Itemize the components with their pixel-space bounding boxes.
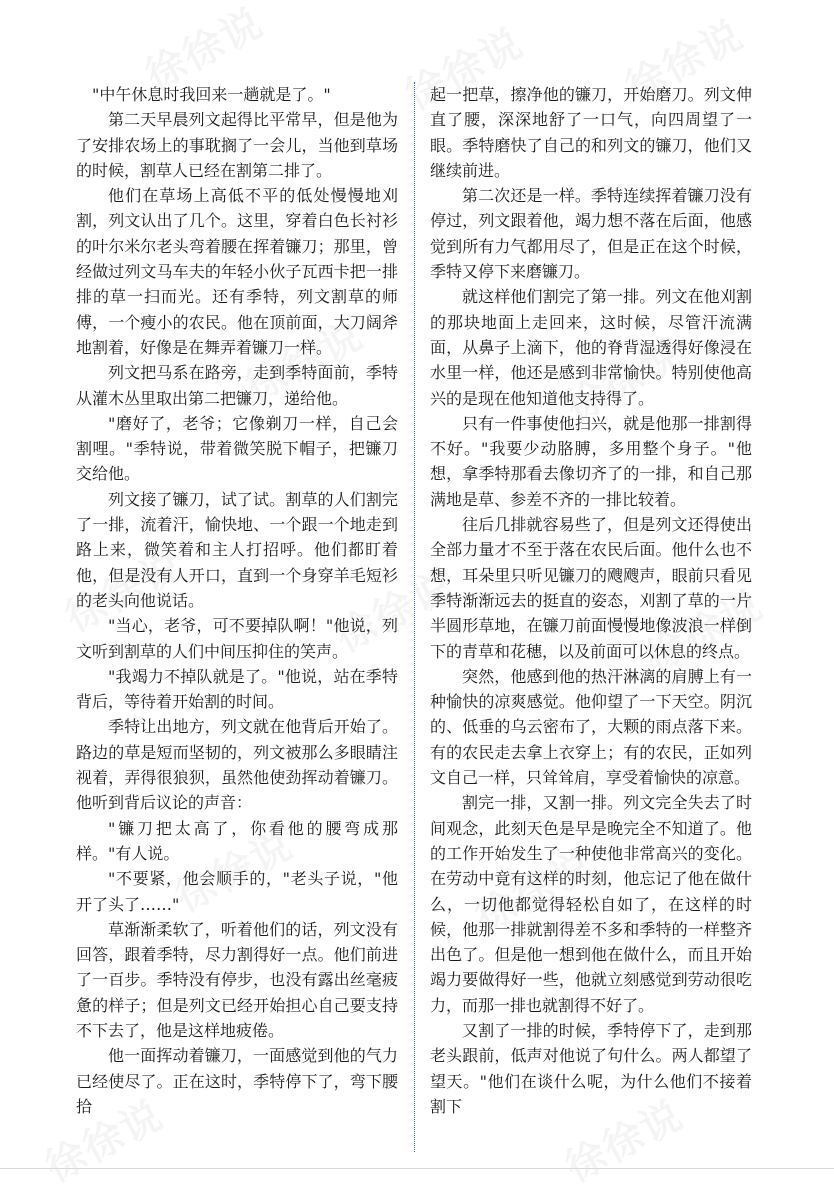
paragraph: "镰刀把太高了，你看他的腰弯成那样。"有人说。 <box>76 818 398 863</box>
paragraph: 第二天早晨列文起得比平常早，但是他为了安排农场上的事耽搁了一会儿，当他到草场的时候，割草人已经在割第二排了。 <box>76 110 398 180</box>
paragraph: 割完一排，又割一排。列文完全失去了时间观念，此刻天色是早是晚完全不知道了。他的工作开始发生了一种使他非常高兴的变化。在劳动中竟有这样的时刻，他忘记了他在做什么，一切他都觉得轻松自如了，在这样的时候，他那一排就割得差不多和季特的一样整齐出色了。但是他一想到他在做什么，而且开始竭力要做得好一些，他就立刻感觉到劳动很吃力，而那一排也就割得不好了。 <box>430 793 752 1015</box>
paragraph: 只有一件事使他扫兴，就是他那一排割得不好。"我要少动胳膊，多用整个身子。"他想，拿季特那看去像切齐了的一排，和自己那满地是草、参差不齐的一排比较着。 <box>430 413 752 509</box>
paragraph: "我竭力不掉队就是了。"他说，站在季特背后，等待着开始割的时间。 <box>76 666 398 712</box>
paragraph: 他们在草场上高低不平的低处慢慢地刈割，列文认出了几个。这里，穿着白色长衬衫的叶尔米尔老头弯着腰在挥着镰刀；那里，曾经做过列文马车夫的年轻小伙子瓦西卡把一排排的草一扫而光。还有季特，列文割草的师傅，一个瘦小的农民。他在顶前面，大刀阔斧地割着，好像是在舞弄着镰刀一样。 <box>76 186 398 357</box>
right-text-column <box>430 82 752 1152</box>
footer-rule <box>0 1168 834 1169</box>
column-divider <box>414 82 415 1152</box>
paragraph: 他一面挥动着镰刀，一面感觉到他的气力已经使尽了。正在这时，季特停下了，弯下腰拾 <box>76 1046 398 1116</box>
paragraph: 草渐渐柔软了，听着他们的话，列文没有回答，跟着季特，尽力割得好一点。他们前进了一百步。季特没有停步，也没有露出丝毫疲惫的样子；但是列文已经开始担心自己要支持不下去了，他是这样地疲倦。 <box>76 919 398 1040</box>
paragraph: "当心，老爷，可不要掉队啊！"他说，列文听到割草的人们中间压抑住的笑声。 <box>76 616 398 661</box>
paragraph: 列文把马系在路旁，走到季特面前，季特从灌木丛里取出第二把镰刀，递给他。 <box>76 363 398 408</box>
paragraph: "磨好了，老爷；它像剃刀一样，自己会割哩。"季特说，带着微笑脱下帽子，把镰刀交给他。 <box>76 413 398 484</box>
paragraph: 突然，他感到他的热汗淋漓的肩膊上有一种愉快的凉爽感觉。他仰望了一下天空。阴沉的、低垂的乌云密布了，大颗的雨点落下来。有的农民走去拿上衣穿上；有的农民，正如列文自己一样，只耸耸肩，享受着愉快的凉意。 <box>430 666 752 788</box>
paragraph: 往后几排就容易些了，但是列文还得使出全部力量才不至于落在农民后面。他什么也不想，耳朵里只听见镰刀的飕飕声，眼前只看见季特渐渐远去的挺直的姿态，刈割了草的一片半圆形草地，在镰刀前面慢慢地像波浪一样倒下的青草和花穗，以及前面可以休息的终点。 <box>430 515 752 661</box>
paragraph: 季特让出地方，列文就在他背后开始了。路边的草是短而坚韧的，列文被那么多眼睛注视着，弄得很狼狈，虽然他使劲挥动着镰刀。他听到背后议论的声音： <box>76 717 398 813</box>
paragraph: 第二次还是一样。季特连续挥着镰刀没有停过，列文跟着他，竭力想不落在后面，他感觉到所有力气都用尽了，但是正在这个时候，季特又停下来磨镰刀。 <box>430 186 752 282</box>
paragraph: 列文接了镰刀，试了试。割草的人们割完了一排，流着汗，愉快地、一个跟一个地走到路上来，微笑着和主人打招呼。他们都盯着他，但是没有人开口，直到一个身穿羊毛短衫的老头向他说话。 <box>76 489 398 610</box>
paragraph-continuation: 起一把草，擦净他的镰刀，开始磨刀。列文伸直了腰，深深地舒了一口气，向四周望了一眼。季特磨快了自己的和列文的镰刀，他们又继续前进。 <box>430 85 752 180</box>
paragraph: 就这样他们割完了第一排。列文在他刈割的那块地面上走回来，这时候，尽管汗流满面，从鼻子上滴下，他的脊背湿透得好像浸在水里一样，他还是感到非常愉快。特别使他高兴的是现在他知道他支持得了。 <box>430 287 752 408</box>
paragraph: "不要紧，他会顺手的，"老头子说，"他开了头了……" <box>76 869 398 914</box>
paragraph: "中午休息时我回来一趟就是了。" <box>92 85 331 104</box>
left-text-column <box>76 82 398 1152</box>
paragraph: 又割了一排的时候，季特停下了，走到那老头跟前，低声对他说了句什么。两人都望了望天。"他们在谈什么呢，为什么他们不接着割下 <box>430 1020 752 1116</box>
